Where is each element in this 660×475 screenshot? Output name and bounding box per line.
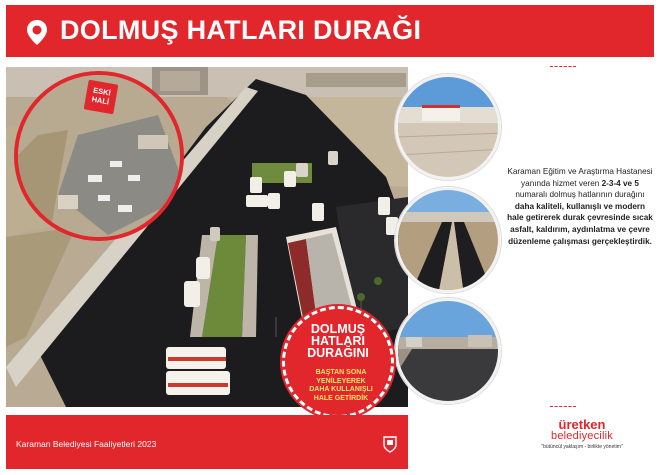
divider (550, 406, 576, 407)
badge-title: DOLMUŞ HATLARI DURAĞINI (307, 322, 369, 360)
badge-subtitle: BAŞTAN SONA YENİLEYEREK DAHA KULLANIŞLI HALE GETİRDİK (309, 369, 373, 402)
old-state-label: ESKİ HALİ (84, 80, 119, 115)
new-stop-photo-3 (395, 298, 501, 404)
brand-logo (512, 418, 652, 468)
header-bar (6, 5, 654, 57)
brand-top: üretken (558, 417, 606, 432)
page-title: DOLMUŞ HATLARI DURAĞI (60, 15, 422, 45)
summary-badge (282, 306, 394, 418)
footer-bar (6, 415, 408, 469)
new-stop-photo-1 (395, 74, 501, 180)
location-pin-icon (23, 18, 51, 46)
divider (550, 66, 576, 67)
footer-text: Karaman Belediyesi Faaliyetleri 2023 (16, 439, 157, 449)
brand-bottom: belediyecilik (551, 430, 613, 442)
brand-slogan: "bütüncül yaklaşım - birlikte yönetim" (541, 444, 623, 450)
new-stop-photo-2 (395, 187, 501, 293)
municipality-emblem-icon (382, 435, 398, 453)
description-text: Karaman Eğitim ve Araştırma Hastanesi yanında hizmet veren 2-3-4 ve 5 numaralı dolmuş hatlarının durağını daha kaliteli, kullanışlı ve modern hale getirerek durak çevresinde sıcak asfalt, kaldırım, aydınlatma ve çevre düzenleme çalışması gerçekleştirdik. (507, 167, 653, 246)
